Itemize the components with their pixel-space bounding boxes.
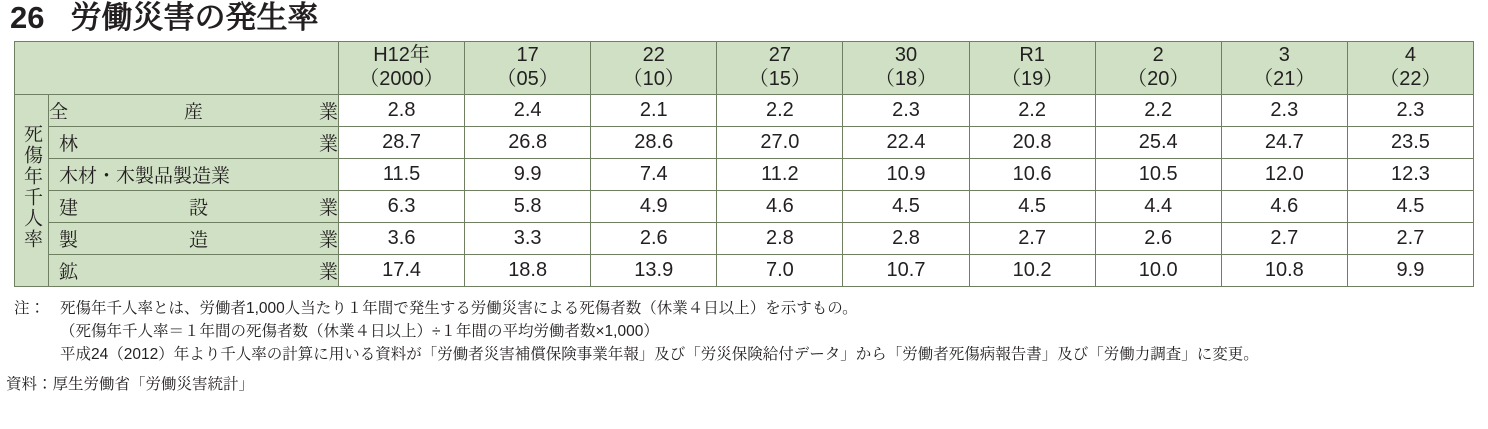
cell-3-5: 4.5	[969, 190, 1095, 222]
column-header-7	[1221, 41, 1347, 94]
row-label-2-part0: 木材・木製品製造業	[59, 165, 231, 187]
title-text: 労働災害の発生率	[70, 0, 319, 35]
cell-1-5: 20.8	[969, 126, 1095, 158]
table-row	[15, 94, 1474, 126]
cell-0-1: 2.4	[465, 94, 591, 126]
cell-3-7: 4.6	[1221, 190, 1347, 222]
cell-5-8: 9.9	[1347, 254, 1473, 286]
note-text-2: （死傷年千人率＝１年間の死傷者数（休業４日以上）÷１年間の平均労働者数×1,000）	[60, 322, 659, 340]
cell-1-6: 25.4	[1095, 126, 1221, 158]
row-label-1-part1: 業	[318, 133, 338, 155]
column-header-3-line2: （15）	[748, 67, 811, 90]
cell-5-5: 10.2	[969, 254, 1095, 286]
row-label-5-part0: 鉱	[59, 261, 79, 283]
table-container	[0, 41, 1488, 287]
column-header-5-line1: R1	[1019, 43, 1045, 66]
cell-5-3: 7.0	[717, 254, 843, 286]
cell-4-5: 2.7	[969, 222, 1095, 254]
column-header-5-line2: （19）	[1000, 67, 1064, 90]
row-group-label	[15, 94, 49, 286]
cell-1-4: 22.4	[843, 126, 969, 158]
table-row	[15, 190, 1474, 222]
occupational-accident-rate-table	[14, 41, 1474, 287]
cell-5-4: 10.7	[843, 254, 969, 286]
column-header-6	[1095, 41, 1221, 94]
table-row	[15, 158, 1474, 190]
cell-3-3: 4.6	[717, 190, 843, 222]
column-header-8-line2: （22）	[1379, 67, 1442, 90]
column-header-2	[591, 41, 717, 94]
row-label-3	[49, 190, 339, 222]
cell-3-0: 6.3	[339, 190, 465, 222]
cell-0-8: 2.3	[1347, 94, 1473, 126]
column-header-1-line2: （05）	[496, 67, 559, 90]
table-body	[15, 94, 1474, 286]
note-line-1	[14, 297, 1474, 320]
column-header-3-line1: 27	[768, 43, 791, 66]
cell-2-3: 11.2	[717, 158, 843, 190]
table-row	[15, 222, 1474, 254]
row-group-label-text: 死傷年千人率	[21, 124, 42, 251]
cell-3-6: 4.4	[1095, 190, 1221, 222]
column-header-2-line2: （10）	[622, 67, 685, 90]
note-text-1: 死傷年千人率とは、労働者1,000人当たり１年間で発生する労働災害による死傷者数（休業４日以上）を示すもの。	[60, 299, 858, 317]
cell-1-0: 28.7	[339, 126, 465, 158]
cell-1-2: 28.6	[591, 126, 717, 158]
cell-2-5: 10.6	[969, 158, 1095, 190]
column-header-1-line1: 17	[516, 43, 539, 66]
column-header-0	[339, 41, 465, 94]
cell-0-5: 2.2	[969, 94, 1095, 126]
table-header-row	[15, 41, 1474, 94]
row-label-4-part2: 業	[318, 229, 338, 251]
cell-5-0: 17.4	[339, 254, 465, 286]
cell-3-4: 4.5	[843, 190, 969, 222]
column-header-7-line2: （21）	[1253, 67, 1316, 90]
cell-4-4: 2.8	[843, 222, 969, 254]
row-label-0-part2: 業	[318, 101, 338, 123]
cell-2-1: 9.9	[465, 158, 591, 190]
cell-5-6: 10.0	[1095, 254, 1221, 286]
row-label-4-part0: 製	[59, 229, 79, 251]
cell-0-2: 2.1	[591, 94, 717, 126]
cell-3-1: 5.8	[465, 190, 591, 222]
column-header-7-line1: 3	[1278, 43, 1290, 66]
column-header-4	[843, 41, 969, 94]
cell-0-7: 2.3	[1221, 94, 1347, 126]
cell-4-7: 2.7	[1221, 222, 1347, 254]
column-header-6-line2: （20）	[1127, 67, 1190, 90]
cell-4-1: 3.3	[465, 222, 591, 254]
cell-5-7: 10.8	[1221, 254, 1347, 286]
column-header-3	[717, 41, 843, 94]
row-label-3-part1: 設	[188, 197, 208, 219]
cell-2-0: 11.5	[339, 158, 465, 190]
cell-2-7: 12.0	[1221, 158, 1347, 190]
table-row	[15, 254, 1474, 286]
cell-0-3: 2.2	[717, 94, 843, 126]
cell-3-8: 4.5	[1347, 190, 1473, 222]
cell-4-0: 3.6	[339, 222, 465, 254]
row-label-4	[49, 222, 339, 254]
row-label-3-part0: 建	[59, 197, 79, 219]
row-label-0-part0: 全	[49, 101, 69, 123]
cell-0-4: 2.3	[843, 94, 969, 126]
column-header-1	[465, 41, 591, 94]
row-label-5-part1: 業	[318, 261, 338, 283]
column-header-8	[1347, 41, 1473, 94]
notes-block	[0, 287, 1488, 367]
row-label-3-part2: 業	[318, 197, 338, 219]
column-header-6-line1: 2	[1152, 43, 1164, 66]
column-header-5	[969, 41, 1095, 94]
row-label-4-part1: 造	[188, 229, 208, 251]
cell-0-0: 2.8	[339, 94, 465, 126]
row-label-1-part0: 林	[59, 133, 79, 155]
title-number: 26	[10, 0, 45, 35]
table-header	[15, 41, 1474, 94]
row-label-5	[49, 254, 339, 286]
cell-2-8: 12.3	[1347, 158, 1473, 190]
row-label-0-part1: 産	[183, 101, 203, 123]
row-label-2	[49, 158, 339, 190]
source-line: 資料：厚生労働省「労働災害統計」	[6, 376, 255, 394]
cell-4-6: 2.6	[1095, 222, 1221, 254]
cell-4-2: 2.6	[591, 222, 717, 254]
cell-2-4: 10.9	[843, 158, 969, 190]
cell-1-8: 23.5	[1347, 126, 1473, 158]
cell-1-7: 24.7	[1221, 126, 1347, 158]
note-line-2	[14, 320, 1474, 343]
cell-5-1: 18.8	[465, 254, 591, 286]
column-header-0-line1: H12年	[373, 43, 430, 66]
column-header-4-line1: 30	[894, 43, 918, 66]
column-header-4-line2: （18）	[874, 67, 938, 90]
cell-4-3: 2.8	[717, 222, 843, 254]
cell-0-6: 2.2	[1095, 94, 1221, 126]
note-label: 注：	[14, 299, 46, 317]
cell-2-2: 7.4	[591, 158, 717, 190]
note-text-3: 平成24（2012）年より千人率の計算に用いる資料が「労働者災害補償保険事業年報」及び「労災保険給付データ」から「労働者死傷病報告書」及び「労働力調査」に変更。	[60, 346, 1259, 364]
cell-1-1: 26.8	[465, 126, 591, 158]
note-line-3	[14, 343, 1474, 366]
column-header-0-line2: （2000）	[359, 67, 444, 90]
table-row	[15, 126, 1474, 158]
cell-4-8: 2.7	[1347, 222, 1473, 254]
cell-3-2: 4.9	[591, 190, 717, 222]
cell-1-3: 27.0	[717, 126, 843, 158]
cell-5-2: 13.9	[591, 254, 717, 286]
column-header-2-line1: 22	[642, 43, 665, 66]
page-title	[0, 0, 1488, 41]
column-header-8-line1: 4	[1404, 43, 1416, 66]
table-corner-cell	[15, 41, 339, 94]
row-label-1	[49, 126, 339, 158]
cell-2-6: 10.5	[1095, 158, 1221, 190]
row-label-0	[49, 94, 339, 126]
